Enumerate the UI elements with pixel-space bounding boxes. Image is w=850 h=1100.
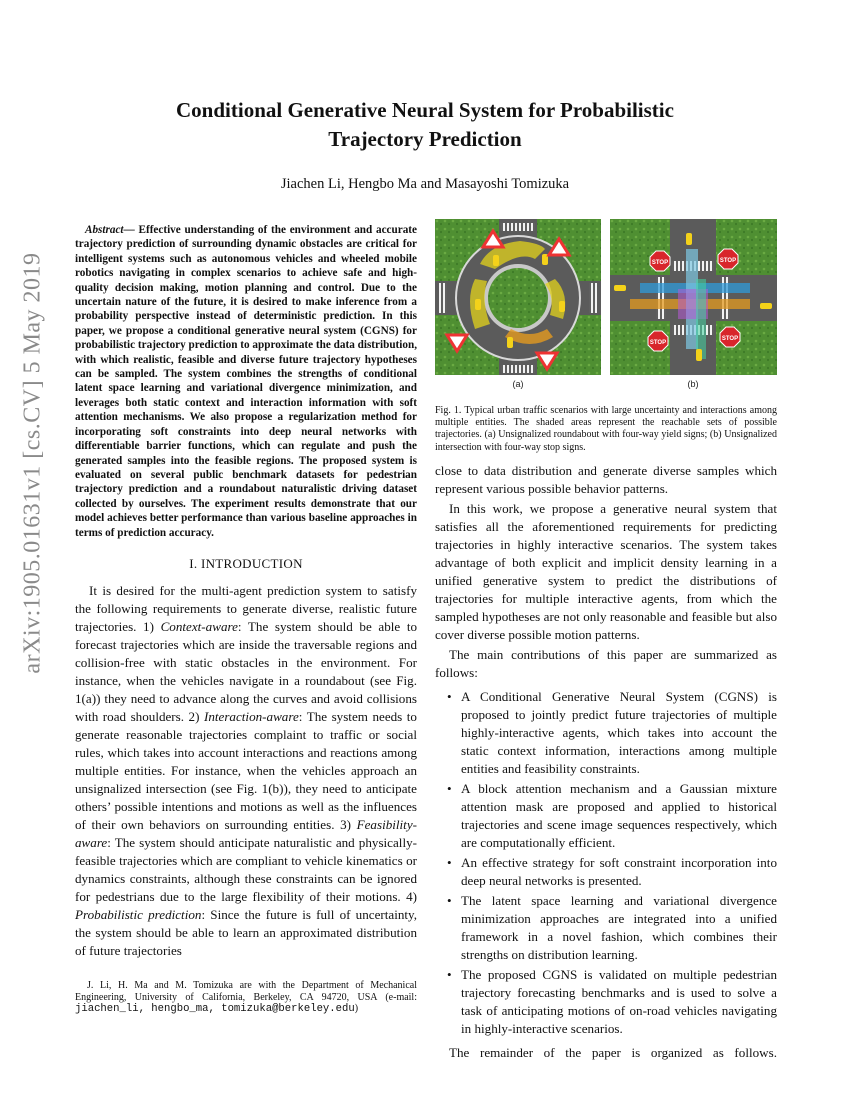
right-paragraph-continued: close to data distribution and generate diverse samples which represent various possible behavior patterns.	[435, 462, 777, 496]
paper-title	[100, 96, 750, 154]
intro-text-segment: It is desired for the multi-agent prediction system to satisfy the following requirements to generate diverse, realistic future trajectories. 1)	[75, 582, 417, 634]
list-item: • An effective strategy for soft constraint incorporation into deep neural networks is presented.	[461, 854, 777, 890]
roundabout-scene	[435, 219, 601, 393]
intro-text-segment: : The system should anticipate naturalistic and physically-feasible trajectories which are compliant to vehicle kinematics or dynamics constraints, although these constraints can be ignored for pedestrians due to the large flexibility of their motions. 4)	[75, 834, 417, 904]
section-heading-introduction: I. INTRODUCTION	[189, 555, 303, 571]
intro-paragraph-1	[75, 582, 417, 960]
paper-title-line-1: Conditional Generative Neural System for Probabilistic	[176, 98, 674, 122]
figure-1-caption: Fig. 1. Typical urban traffic scenarios with large uncertainty and interactions among multiple entities. The shaded areas represent the reachable sets of possible trajectories. (a) Unsignalized roundabout with four-way yield signs; (b) Unsignalized intersection with four-way stop signs.	[435, 405, 777, 453]
stop-sign-label: STOP	[649, 340, 667, 346]
left-column	[75, 223, 417, 960]
arxiv-stamp-text: arXiv:1905.01631v1 [cs.CV] 5 May 2019	[19, 252, 46, 674]
abstract	[75, 223, 417, 540]
panel-label-a: (a)	[512, 379, 524, 389]
intersection-scene	[610, 219, 777, 393]
footnote-text: J. Li, H. Ma and M. Tomizuka are with the Department of Mechanical Engineering, University of California, Berkeley, CA 94720, USA (e-mail:	[75, 980, 417, 1003]
stop-sign-label: STOP	[721, 336, 739, 342]
panel-label-b: (b)	[687, 379, 699, 389]
arxiv-stamp	[10, 252, 56, 674]
list-item: • The proposed CGNS is validated on multiple pedestrian trajectory forecasting benchmarks and is used to solve a task of anticipating motions of on-road vehicles navigating in highly-interactive scenarios.	[461, 966, 777, 1038]
intro-text-segment: : The system needs to generate reasonable trajectories complaint to traffic or social rules, which takes into account interactions and reactions among multiple entities. For instance, when the vehicles approach an unsignalized intersection (see Fig. 1(b)), they need to anticipate others’ possible intentions and motions as well as the influences of their own behaviors on surrounding entities. 3)	[75, 708, 417, 832]
right-paragraph-last: The remainder of the paper is organized as follows.	[449, 1044, 777, 1060]
term-probabilistic-prediction: Probabilistic prediction	[75, 906, 202, 922]
footnote-emails: jiachen_li, hengbo_ma, tomizuka@berkeley.edu	[75, 1003, 355, 1015]
intro-text-segment: : The system should be able to forecast trajectories which are inside the traversable regions and collision-free with static obstacles in the environment. For instance, when the vehicles navigate in a roundabout (see Fig. 1(a)) they need to advance along the curves and avoid collisions with road shoulders. 2)	[75, 618, 418, 724]
term-feasibility-aware: Feasibility-aware	[75, 816, 417, 850]
intro-text-segment: : Since the future is full of uncertainty, the system should be able to learn an approximated distribution of future trajectories	[75, 906, 418, 958]
paper-title-line-2: Trajectory Prediction	[328, 127, 522, 151]
list-item: • A block attention mechanism and a Gaussian mixture attention mask are proposed and applied to historical trajectories and scene image sequences respectively, which are computationally efficient.	[461, 780, 777, 852]
right-paragraph-2: In this work, we propose a generative neural system that satisfies all the aforementioned requirements for predicting trajectories in highly interactive scenarios. The system takes advantage of both explicit and implicit density learning in a unified generative system to predict the distributions of trajectories for multiple interactive agents, from which the sampled hypotheses are not only reasonable and feasible but also cover diverse possible motion patterns.	[435, 500, 777, 642]
term-interaction-aware: Interaction-aware	[203, 708, 299, 724]
affiliation-footnote	[75, 980, 417, 1016]
figure-1-illustration	[435, 219, 777, 393]
list-item: • The latent space learning and variational divergence minimization approaches are integrated into a unified framework in a novel fashion, which combines their strengths on distribution learning.	[461, 892, 777, 964]
right-column	[435, 223, 777, 1075]
footnote-close: )	[354, 1003, 359, 1014]
abstract-lead: Abstract	[85, 224, 124, 236]
abstract-body: — Effective understanding of the environment and accurate trajectory prediction of surrounding dynamic obstacles are critical for intelligent systems such as autonomous vehicles and wheeled mobile robotics navigating in complex scenarios to achieve safe and high-quality decision making, motion planning and control. Due to the uncertain nature of the future, it is desired to make inference from a probability perspective instead of deterministic prediction. In this paper, we propose a conditional generative neural system (CGNS) for probabilistic trajectory prediction to approximate the data distribution, with which realistic, feasible and diverse future trajectory hypotheses can be sampled. The system combines the strengths of conditional latent space learning and variational divergence minimization, and leverages both static context and interaction information with soft attention mechanisms. We also propose a regularization method for incorporating soft constraints into deep neural networks with differentiable barrier functions, which can regulate and push the generated samples into the feasible regions. The proposed system is evaluated on several public benchmark datasets for pedestrian trajectory prediction and a roundabout naturalistic driving dataset collected by ourselves. The experiment results demonstrate that our model achieves better performance than various baseline approaches in terms of prediction accuracy.	[75, 224, 417, 539]
stop-sign-label: STOP	[719, 258, 737, 264]
stop-sign-label: STOP	[651, 260, 669, 266]
list-item: • A Conditional Generative Neural System (CGNS) is proposed to jointly predict future trajectories of multiple highly-interactive agents, which takes into account the static context information, interactions among multiple entities and feasibility constraints.	[461, 688, 777, 778]
term-context-aware: Context-aware	[160, 618, 238, 634]
contributions-list	[435, 688, 777, 1038]
figure-1	[435, 219, 777, 393]
right-paragraph-3: The main contributions of this paper are summarized as follows:	[435, 646, 777, 680]
author-list: Jiachen Li, Hengbo Ma and Masayoshi Tomizuka	[280, 176, 570, 192]
